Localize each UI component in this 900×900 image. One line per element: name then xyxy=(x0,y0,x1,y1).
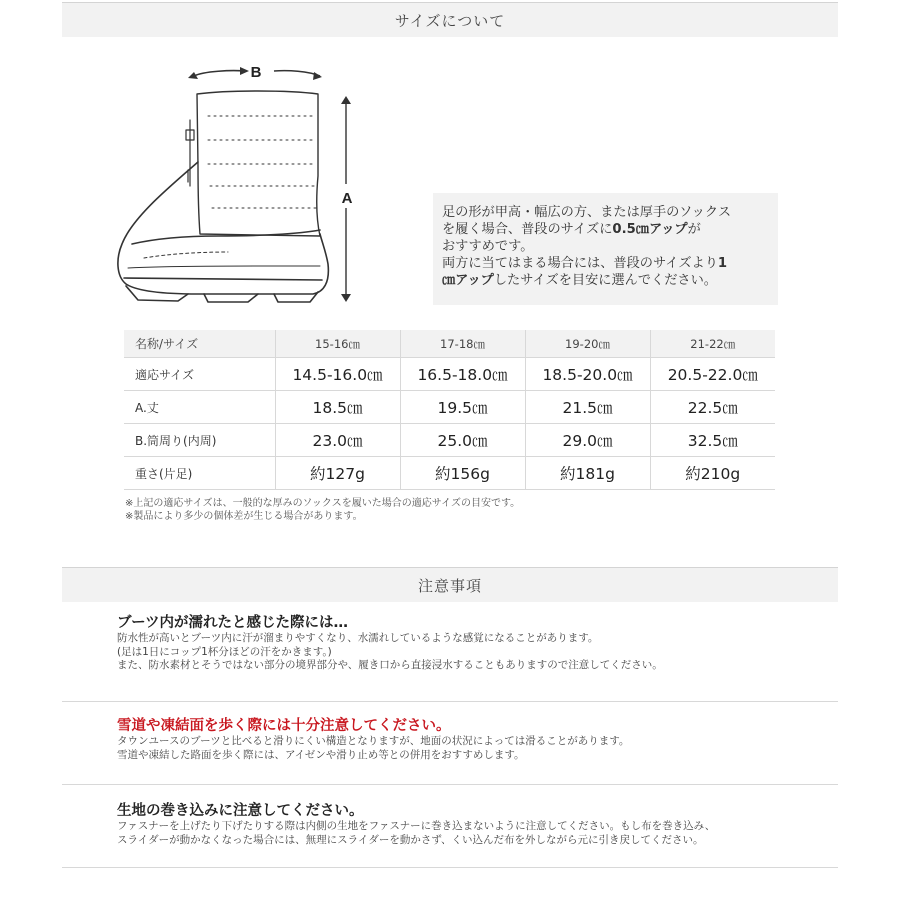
note-line: おすすめです。 xyxy=(442,239,534,254)
size-section-header xyxy=(62,2,838,37)
caution-item-line: (足は1日にコップ1杯分ほどの汗をかきます。) xyxy=(117,645,332,658)
caution-section-header xyxy=(62,567,838,602)
table-cell: 29.0㎝ xyxy=(525,424,650,457)
table-row xyxy=(124,358,775,391)
table-cell: 約156g xyxy=(400,457,525,490)
size-table-header-row xyxy=(124,330,775,358)
table-header-cell: 名称/サイズ xyxy=(124,330,275,358)
boot-diagram xyxy=(108,58,368,310)
table-cell: 18.5㎝ xyxy=(275,391,400,424)
note-text: したサイズを目安に選んでください。 xyxy=(493,273,717,288)
caution-item-icy-roads xyxy=(117,717,817,762)
caution-item-line: 防水性が高いとブーツ内に汗が溜まりやすくなり、水濡れしているような感覚になることがあります。 xyxy=(117,632,599,644)
divider xyxy=(62,701,838,702)
caution-item-title: ブーツ内が濡れたと感じた際には… xyxy=(117,615,348,631)
table-cell: 18.5-20.0㎝ xyxy=(525,358,650,391)
caution-item-title: 生地の巻き込みに注意してください。 xyxy=(117,803,364,819)
caution-item-line: タウンユースのブーツと比べると滑りにくい構造となりますが、地面の状況によっては滑ることがあります。 xyxy=(117,735,630,747)
caution-item-line: 雪道や凍結した路面を歩く際には、アイゼンや滑り止め等との併用をおすすめします。 xyxy=(117,748,525,761)
table-row-label: B.筒周り(内周) xyxy=(124,424,275,457)
boot-illustration xyxy=(118,91,328,302)
note-emphasis: 0.5㎝アップ xyxy=(612,222,688,237)
table-cell: 約181g xyxy=(525,457,650,490)
table-cell: 19.5㎝ xyxy=(400,391,525,424)
caution-item-line: ファスナーを上げたり下げたりする際は内側の生地をファスナーに巻き込まないように注意してください。もし布を巻き込み、 xyxy=(117,820,716,832)
note-text: 両方に当てはまる場合には、普段のサイズより xyxy=(442,256,718,271)
size-advice-note xyxy=(433,193,778,305)
caution-item-line: スライダーが動かなくなった場合には、無理にスライダーを動かさず、くい込んだ布を外しながら元に引き戻してください。 xyxy=(117,833,704,846)
footnote: ※上記の適応サイズは、一般的な厚みのソックスを履いた場合の適応サイズの目安です。 xyxy=(125,498,521,509)
table-cell: 16.5-18.0㎝ xyxy=(400,358,525,391)
table-cell: 約127g xyxy=(275,457,400,490)
caution-item-line: また、防水素材とそうではない部分の境界部分や、履き口から直接浸水することもありますので注意してください。 xyxy=(117,659,663,672)
table-cell: 14.5-16.0㎝ xyxy=(275,358,400,391)
table-cell: 約210g xyxy=(650,457,775,490)
label-a: A xyxy=(341,190,353,207)
table-header-cell: 15-16㎝ xyxy=(275,330,400,358)
note-line: 足の形が甲高・幅広の方、または厚手のソックス xyxy=(442,205,732,220)
size-table xyxy=(124,330,775,490)
table-row xyxy=(124,391,775,424)
table-row xyxy=(124,424,775,457)
table-row-label: 重さ(片足) xyxy=(124,457,275,490)
note-line xyxy=(442,221,770,238)
table-row-label: 適応サイズ xyxy=(124,358,275,391)
table-header-cell: 21-22㎝ xyxy=(650,330,775,358)
table-row xyxy=(124,457,775,490)
measurement-b-arrow xyxy=(188,64,322,81)
table-cell: 32.5㎝ xyxy=(650,424,775,457)
table-cell: 20.5-22.0㎝ xyxy=(650,358,775,391)
table-row-label: A.丈 xyxy=(124,391,275,424)
divider xyxy=(62,784,838,785)
caution-section-title: 注意事項 xyxy=(417,576,482,595)
table-header-cell: 17-18㎝ xyxy=(400,330,525,358)
table-header-cell: 19-20㎝ xyxy=(525,330,650,358)
caution-item-wet-inside xyxy=(117,614,817,673)
label-b: B xyxy=(250,64,262,81)
note-emphasis: 1 xyxy=(717,256,728,271)
footnote: ※製品により多少の個体差が生じる場合があります。 xyxy=(125,511,363,522)
size-footnotes xyxy=(125,497,520,523)
note-emphasis: ㎝アップ xyxy=(442,273,494,288)
caution-item-zipper xyxy=(117,802,817,847)
divider xyxy=(62,867,838,868)
measurement-a-arrow xyxy=(341,96,353,302)
table-cell: 25.0㎝ xyxy=(400,424,525,457)
table-cell: 23.0㎝ xyxy=(275,424,400,457)
note-line xyxy=(442,255,770,272)
note-line xyxy=(442,272,770,289)
table-cell: 21.5㎝ xyxy=(525,391,650,424)
note-text: を履く場合、普段のサイズに xyxy=(442,222,613,237)
caution-item-title: 雪道や凍結面を歩く際には十分注意してください。 xyxy=(117,718,451,734)
size-section-title: サイズについて xyxy=(394,11,506,30)
table-cell: 22.5㎝ xyxy=(650,391,775,424)
note-text: が xyxy=(687,222,701,237)
